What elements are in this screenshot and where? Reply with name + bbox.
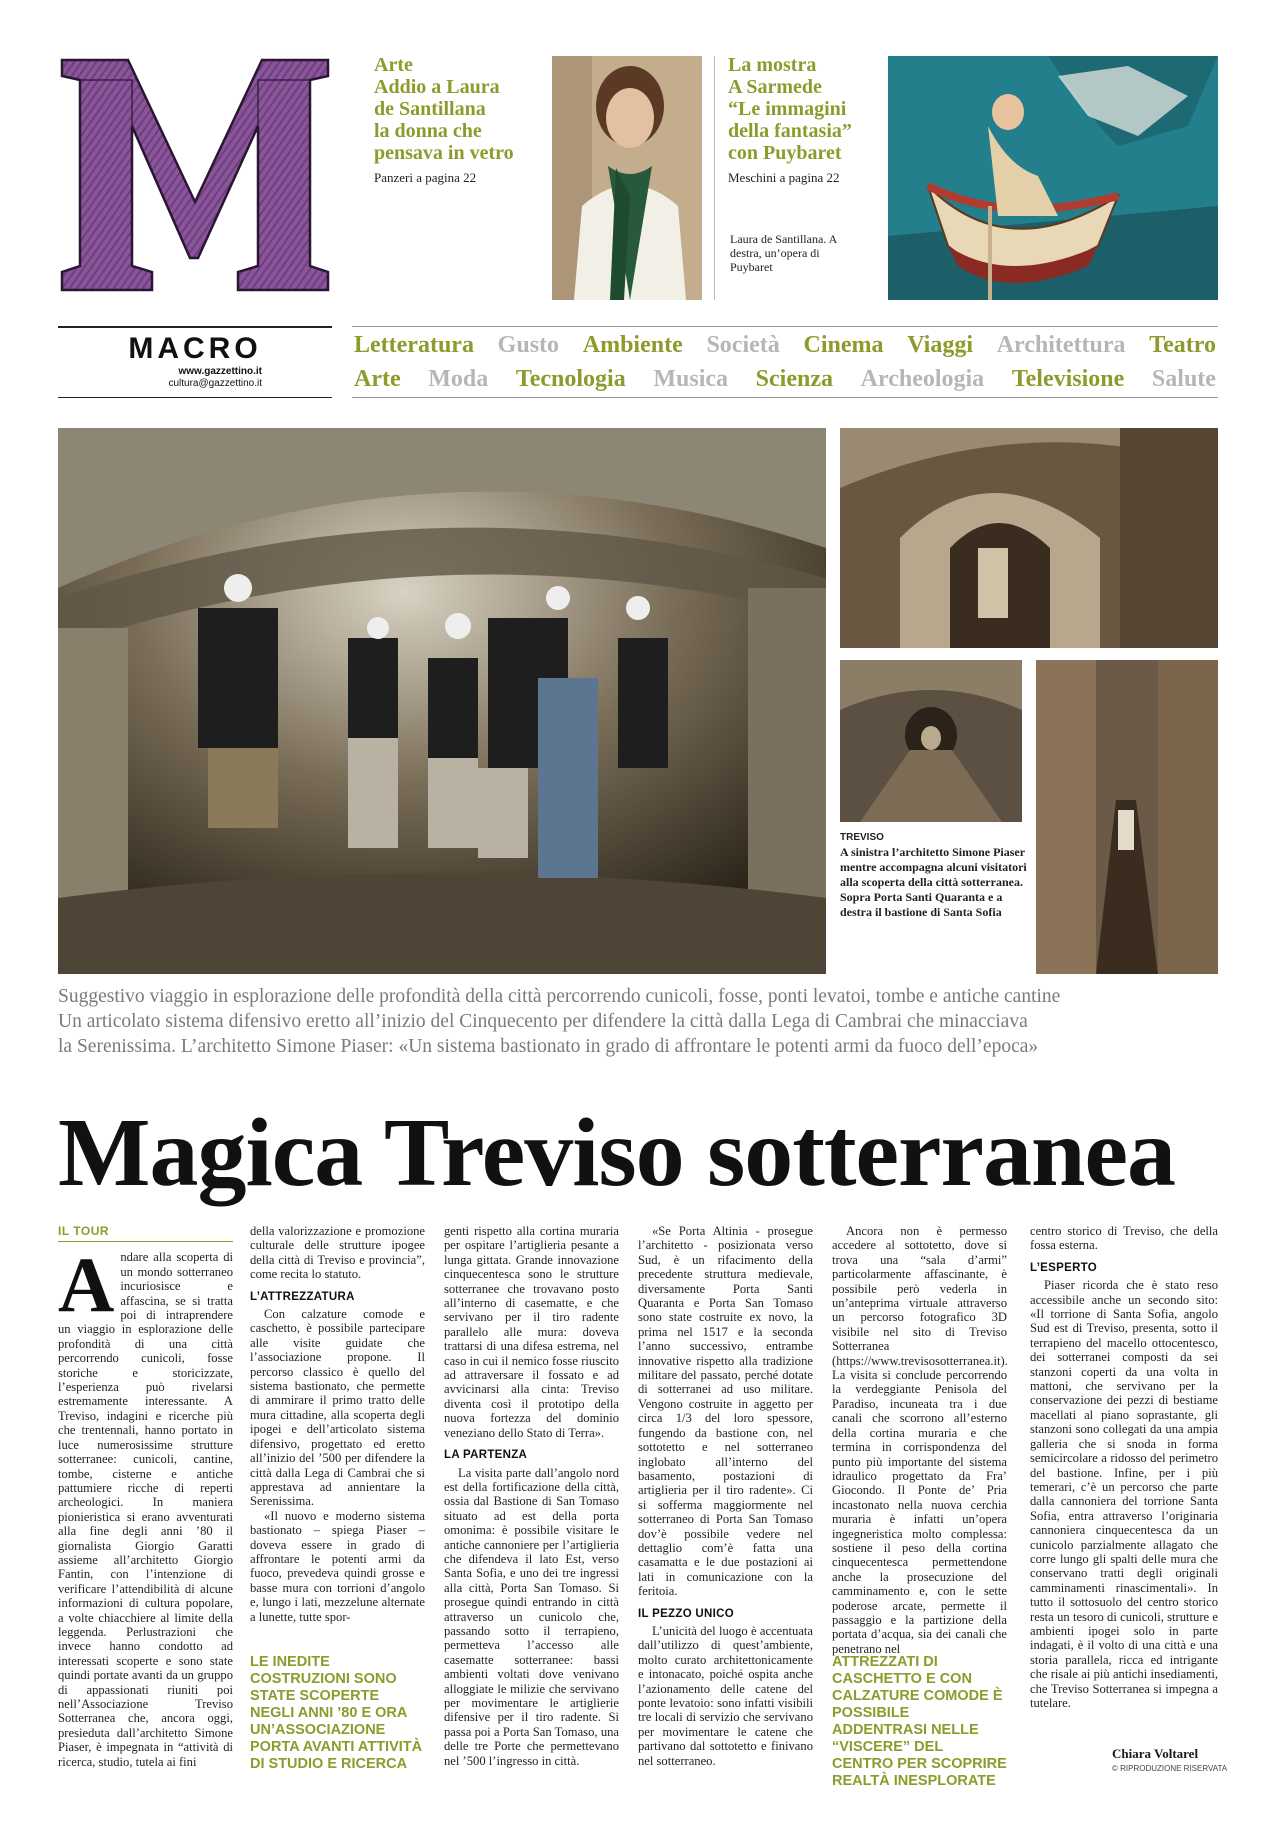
section-nav-row [352,361,1218,395]
article-paragraph: L’unicità del luogo è accentuata dall’utilizzo di quest’ambiente, molto curato architettonicamente e intonacato, poiché ospita anche l’azionamento delle catene del ponte levatoio: sono infatti visibili tre locali di servizio che servivano per movimentare le catene che partivano dal sottotetto e finivano nel sotterraneo. [638,1623,813,1768]
email-link[interactable]: cultura@gazzettino.it [168,378,262,389]
section-link-viaggi[interactable]: Viaggi [907,332,973,358]
header-divider [714,56,715,300]
article-subheading: LA PARTENZA [444,1449,528,1462]
section-link-arte[interactable]: Arte [354,366,401,392]
article-paragraph: «Il nuovo e moderno sistema bastionato – spiega Piaser – doveva essere in grado di affrontare le potenti armi da fuoco, prevedeva quindi grosse e basse mura con torrioni d’angolo e, lungo i lati, mezzelune alternate a lunette, tutte spor- [250,1508,425,1624]
article-column-4 [638,1224,813,1768]
article-paragraph: genti rispetto alla cortina muraria per ospitare l’artiglieria pesante a lunga gittata. Grande innovazione cinquecentesca sono le strutture sotterranee che trovavano posto all’interno di casematte, e che servivano per il tiro radente parallelo alle mura: doveva trattarsi di una difesa estrema, nel caso in cui il nemico fosse riuscito ad attraversare il fossato e ad avvicinarsi alla cinta: Treviso diventa così il prototipo della nuova fortezza del dominio veneziano dello Stato di Terra». [444,1224,619,1440]
article-paragraph: Ancora non è permesso accedere al sottotetto, dove si trova una “sala d’armi” particolarmente affascinante, è possibile però vederla in un’anteprima virtuale attraverso un percorso fotografico 3D visibile nel sito di Treviso Sotterranea (https://www.trevisosotterranea.it). La visita si conclude percorrendo la verdeggiante Penisola del Paradiso, incuneata tra i due canali che scorrono all’esterno della cortina muraria e che termina in corrispondenza del punto più importante del sistema idraulico progettato da Fra’ Giocondo. Il Ponte de’ Pria incastonato nella nuova cerchia muraria è infatti un’opera ingegneristica molto complessa: sostiene il peso della cortina cinquecentesca permettendone anche la prosecuzione del camminamento e, con le sette poderose arcate, permette il passaggio e la partizione della portata d’acqua, sia dei canali che penetrano nel [832,1224,1008,1656]
teaser-title-line: la donna che [374,120,482,142]
section-masthead [58,326,332,398]
teaser-title [374,76,552,164]
teaser-title-line: della fantasia” [728,120,852,142]
portrait-photo [552,56,702,300]
article-paragraph: Piaser ricorda che è stato reso accessibile anche un secondo sito: «Il torrione di Santa Sofia, angolo Sud est di Treviso, presenta, sotto il terrapieno del macello ottocentesco, dei sotterranei composti da sei stanzoni coperti da una volta in mattoni, che servivano per la conservazione dei pezzi di bestiame macellati al piano soprastante, gli stanzoni sono collegati da una ampia galleria che si snoda in forma semicircolare a ridosso del perimetro del bastione. Infine, per i più temerari, c’è un percorso che parte dalla cannoniera del torrione Santa Sofia, entra attraverso l’originaria cannoniera cinquecentesca da un cunicolo parzialmente allagato che corre lungo gli spalti delle mura che conservano tratti degli originali camminamenti rinascimentali». In tutto il sottosuolo del centro storico resta un tesoro di cunicoli, strutture e ambienti ipogei solo in parte indagati, è il volto di una città e una storia parallela, ricca ed intrigante che risale ai più antichi insediamenti, che Treviso Sotterranea si impegna a tutelare. [1030,1278,1218,1710]
pull-quote-text: ATTREZZATI DI CASCHETTO E CON CALZATURE COMODE È POSSIBILE ADDENTRASI NELLE “VISCERE” DEL CENTRO PER SCOPRIRE REALTÀ INESPLORATE [832,1654,1007,1789]
section-link-archeologia[interactable]: Archeologia [860,366,985,392]
bastione-santa-sofia-photo [1036,660,1218,974]
tunnel-passage-photo [840,660,1022,822]
teaser-title [728,76,878,164]
photo-caption-text: A sinistra l’architetto Simone Piaser mentre accompagna alcuni visitatori alla scoperta della città sotterranea. Sopra Porta Santi Quaranta e a destra il bastione di Santa Sofia [840,845,1027,919]
article-headline: Magica Treviso sotterranea [58,1099,1176,1207]
teaser-page-ref: Meschini a pagina 22 [728,170,840,185]
article-paragraph: La visita parte dall’angolo nord est della fortificazione della città, ossia dal Bastione di San Tomaso situato ad est della porta omonima: è possibile visitare le antiche cannoniere per l’artiglieria che difendeva il lato Est, verso Santa Sofia, e uno dei tre ingressi alla città, Porta San Tomaso. Si prosegue quindi entrando in città attraverso un cunicolo che, passando sotto il terrapieno, permetteva l’accesso alle casematte sotterranee: bassi ambienti voltati dove venivano alloggiate le milizie che servivano per movimentare le artiglierie difensive per il tiro radente. Si passa poi a Porta San Tomaso, una delle tre Porte che permettevano nel ’500 l’ingresso in città. [444,1465,619,1768]
section-link-tecnologia[interactable]: Tecnologia [515,366,626,392]
teaser-kicker: La mostra [728,54,817,76]
section-link-società[interactable]: Società [706,332,780,358]
article-summary [58,984,1218,1059]
teaser-title-line: de Santillana [374,98,486,120]
article-column-3 [444,1224,619,1768]
article-subheading: L’ATTREZZATURA [250,1290,355,1303]
porta-santi-quaranta-photo [840,428,1218,648]
section-nav-row [352,327,1218,361]
teaser-title-line: Addio a Laura [374,76,500,98]
teaser-arte[interactable] [374,54,552,186]
pull-quote [832,1654,1007,1790]
article-tag: IL TOUR [58,1224,233,1242]
teaser-kicker: Arte [374,54,413,76]
copyright-note: © RIPRODUZIONE RISERVATA [1112,1764,1228,1773]
summary-line: la Serenissima. L’architetto Simone Piaser: «Un sistema bastionato in grado di affrontare le potenti armi da fuoco dell’epoca» [58,1036,1039,1057]
section-title: MACRO [128,332,262,365]
section-link-moda[interactable]: Moda [428,366,489,392]
article-column-2 [250,1224,425,1624]
masthead-logo [58,52,332,298]
article-subheading: L’ESPERTO [1030,1261,1098,1274]
teaser-title-line: con Puybaret [728,142,842,164]
pull-quote [250,1654,425,1773]
section-link-letteratura[interactable]: Letteratura [354,332,474,358]
article-paragraph: «Se Porta Altinia - prosegue l’architetto - posizionata verso Sud, è un rifacimento della precedente struttura medievale, diversamente Porta Santi Quaranta e Porta San Tomaso sono state costruite ex novo, la prima nel 1517 e la seconda l’anno successivo, entrambe innovative rispetto alla tradizione militare del passato, perché dotate di sotterranei ad uso militare. Vengono costruite in aggetto per circa 1/3 del loro spessore, fungendo da bastione con, nel sottotetto e nel sotterraneo inglobato all’interno del basamento, postazioni di artiglieria per il tiro radente». Ci si sofferma maggiormente nel sotterraneo di Porta San Tomaso dov’è possibile vedere nel dettaglio com’è fatta una casamatta e le due postazioni ai lati in comunicazione con la feritoia. [638,1224,813,1599]
article-column-6 [1030,1224,1218,1710]
photo-caption [840,830,1030,920]
summary-line: Suggestivo viaggio in esplorazione delle profondità della città percorrendo cunicoli, fosse, ponti levatoi, tombe e antiche cantine [58,986,1061,1007]
section-link-musica[interactable]: Musica [653,366,729,392]
summary-line: Un articolato sistema difensivo eretto all’inizio del Cinquecento per difendere la città dalla Lega di Cambrai che minacciava [58,1011,1028,1032]
website-link[interactable]: www.gazzettino.it [178,366,262,377]
article-paragraph: centro storico di Treviso, che della fossa esterna. [1030,1224,1218,1253]
teaser-page-ref: Panzeri a pagina 22 [374,170,477,185]
section-link-architettura[interactable]: Architettura [996,332,1126,358]
article-paragraph: ndare alla scoperta di un mondo sotterraneo incuriosisce e affascina, se si tratta poi di intraprendere un viaggio in esplorazione delle profondità di una città percorrendo cunicoli, fosse storiche e storicizzate, l’esperienza può rivelarsi estremamente interessante. A Treviso, indagini e ricerche più che trentennali, hanno portato in luce numerosissime strutture sotterranee: cunicoli, cantine, tombe, cisterne e antiche pattumiere ricche di reperti archeologici. In maniera pionieristica si erano avventurati alla fine degli anni ’80 il giornalista Giorgio Garatti assieme all’architetto Giorgio Fantin, con l’intenzione di verificare l’attendibilità di alcune informazioni di cultura popolare, a volte chiacchiere al limite della leggenda. Perlustrazioni che invece hanno condotto ad interessati scoperte e sono state quindi portate avanti da un gruppo di appassionati riuniti poi nell’Associazione Treviso Sotterranea che, ancora oggi, presieduta dall’architetto Simone Piaser, è impegnata in “attività di ricerca, studio, tutela ai fini [58,1250,233,1769]
pull-quote-text: LE INEDITE COSTRUZIONI SONO STATE SCOPERTE NEGLI ANNI ’80 E ORA UN’ASSOCIAZIONE PORTA AVANTI ATTIVITÀ DI STUDIO E RICERCA [250,1654,423,1772]
teaser-title-line: “Le immagini [728,98,847,120]
section-link-scienza[interactable]: Scienza [755,366,833,392]
article-column-1 [58,1224,233,1769]
drop-cap: A [58,1241,115,1329]
article-subheading: IL PEZZO UNICO [638,1607,734,1620]
section-nav [352,326,1218,398]
section-link-ambiente[interactable]: Ambiente [582,332,683,358]
section-link-teatro[interactable]: Teatro [1149,332,1216,358]
section-link-gusto[interactable]: Gusto [497,332,560,358]
section-link-televisione[interactable]: Televisione [1011,366,1125,392]
logo-m-icon [58,52,332,298]
illustration-photo [888,56,1218,300]
section-link-cinema[interactable]: Cinema [803,332,884,358]
photo-caption-kicker: TREVISO [840,832,884,843]
article-column-5 [832,1224,1007,1656]
tunnel-visitors-photo [58,428,826,974]
portrait-caption: Laura de Santillana. A destra, un’opera di Puybaret [730,232,837,274]
article-paragraph: Con calzature comode e caschetto, è possibile partecipare alle visite guidate che l’associazione propone. Il percorso classico è quello del sistema bastionato, che permette di ammirare il primo tratto delle mura cittadine, alla scoperta degli ipogei e dell’articolato sistema difensivo, progettato ed eretto all’inizio del ’500 per difendere la città dalla Lega di Cambrai che si apprestava ad annientare la Serenissima. [250,1307,425,1509]
teaser-title-line: pensava in vetro [374,142,514,164]
article-paragraph: della valorizzazione e promozione culturale delle strutture ipogee della città di Treviso e provincia”, come recita lo statuto. [250,1224,425,1282]
teaser-title-line: A Sarmede [728,76,822,98]
section-link-salute[interactable]: Salute [1151,366,1216,392]
author-signature: Chiara Voltarel [1112,1746,1199,1761]
teaser-mostra[interactable] [728,54,878,186]
